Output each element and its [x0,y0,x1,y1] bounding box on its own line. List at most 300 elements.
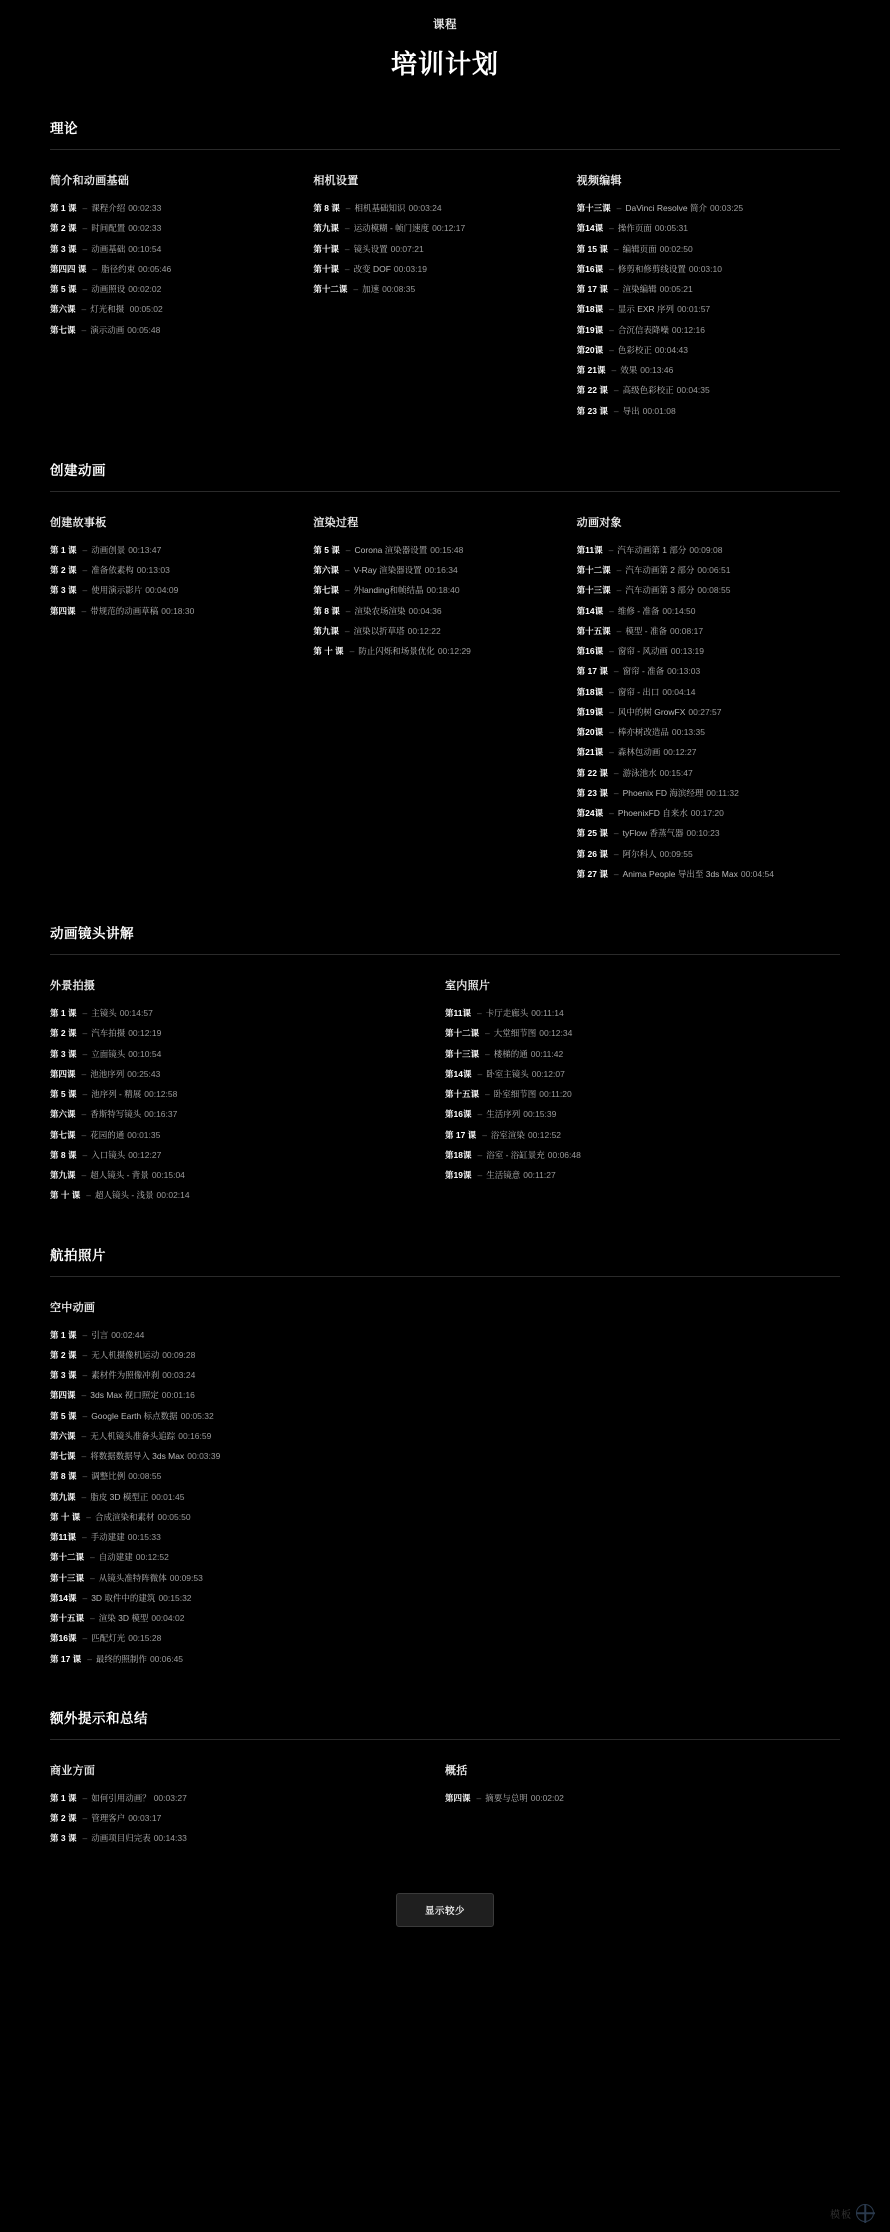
lesson-item[interactable] [50,1108,421,1121]
lesson-title: 改变 DOF [353,263,391,274]
lesson-item[interactable] [577,544,816,557]
lesson-dash: – [81,1068,87,1079]
lesson-item[interactable] [50,303,289,316]
section-columns [50,977,840,1210]
lesson-number: 第 5 课 [50,1410,77,1421]
lesson-item[interactable] [50,1369,816,1382]
lesson-number: 第 8 课 [50,1149,77,1160]
lesson-dash: – [616,585,622,596]
lesson-duration: 00:03:25 [709,203,744,213]
lesson-dash: – [613,666,619,677]
column-title: 商业方面 [50,1764,96,1777]
lesson-duration: 00:04:43 [654,344,688,355]
lesson-item[interactable] [50,1349,816,1362]
lesson-item[interactable] [577,405,816,418]
lesson-number: 第四课 [50,1390,76,1401]
lesson-item[interactable] [50,202,289,215]
lesson-item[interactable] [445,1129,816,1142]
lesson-number: 第 23 课 [576,787,608,798]
lesson-item[interactable] [577,303,816,316]
section-columns [50,1762,840,1853]
lesson-duration: 00:12:22 [407,625,441,636]
lesson-title: 演示动画 [90,324,125,335]
sections-container [50,81,840,1853]
lesson-number: 第 26 课 [576,848,608,859]
lesson-title: 合沉信表降噪 [617,324,669,335]
lesson-item[interactable] [577,787,816,800]
lesson-item[interactable] [50,605,289,618]
lesson-title: 镜头设置 [353,243,388,254]
lesson-duration: 00:05:31 [654,223,688,234]
lesson-number: 第 17 课 [50,1653,82,1664]
lesson-title: 动画创景 [91,544,126,555]
lesson-dash: – [609,605,614,616]
lesson-item[interactable] [577,283,816,296]
lesson-duration: 00:03:19 [393,263,427,274]
lesson-dash: – [344,223,350,234]
section-divider [50,149,840,150]
lesson-dash: – [609,727,614,737]
lesson-title: V-Ray 渲染器设置 [353,565,422,575]
lesson-number: 第20课 [576,344,604,355]
lesson-item[interactable] [50,1189,421,1202]
lesson-dash: – [82,284,88,294]
lesson-duration: 00:15:28 [128,1633,162,1644]
lesson-dash: – [82,1410,88,1421]
lesson-item[interactable] [577,605,816,618]
lesson-title: 池序列 - 精展 [91,1089,142,1099]
lesson-item[interactable] [50,1653,816,1666]
lesson-item[interactable] [50,1551,816,1564]
lesson-duration: 00:04:09 [145,585,179,596]
lesson-dash: – [82,203,88,213]
lesson-item[interactable] [577,584,816,597]
lesson-duration: 00:10:54 [128,243,162,254]
lesson-title: 风中的树 GrowFX [617,706,686,717]
lesson-dash: – [82,1633,88,1644]
lesson-number: 第十三课 [445,1048,480,1059]
lesson-item[interactable] [313,645,552,658]
lesson-duration: 00:02:02 [530,1792,564,1803]
section-divider [50,1276,840,1277]
lesson-dash: – [613,868,619,879]
column-title: 渲染过程 [313,516,359,529]
lesson-duration: 00:11:27 [523,1170,556,1180]
lesson-duration: 00:16:37 [144,1109,178,1120]
lesson-item[interactable] [50,243,289,256]
lesson-number: 第十三课 [576,585,611,596]
lesson-duration: 00:13:03 [667,666,701,677]
lesson-number: 第七课 [313,585,339,596]
lesson-number: 第十五课 [50,1613,85,1623]
lesson-number: 第16课 [445,1109,472,1120]
column [50,172,313,425]
lesson-title: 卧室主镜头 [486,1068,529,1079]
lesson-item[interactable] [445,1792,816,1805]
lesson-item[interactable] [577,868,816,881]
lesson-duration: 00:05:50 [157,1511,191,1522]
lesson-number: 第 3 课 [50,1833,77,1844]
lesson-title: 生活序列 [486,1109,521,1120]
section-columns [50,514,840,888]
lesson-dash: – [81,1129,87,1140]
lesson-title: 汽车拍摄 [91,1028,126,1039]
lesson-item[interactable] [577,746,816,759]
lesson-number: 第 5 课 [50,284,77,294]
lesson-dash: – [344,565,350,575]
lesson-dash: – [81,1390,87,1401]
lesson-item[interactable] [313,625,552,638]
lesson-item[interactable] [577,364,816,377]
lesson-dash: – [344,243,350,254]
lesson-duration: 00:03:39 [187,1451,221,1461]
lesson-duration: 00:03:24 [408,203,442,213]
lesson-duration: 00:04:02 [151,1613,185,1623]
lesson-title: 香斯特写镜头 [90,1109,142,1120]
lesson-dash: – [345,544,351,555]
lesson-title: 将数据数据导入 3ds Max [90,1451,185,1461]
lesson-dash: – [82,1149,88,1160]
lesson-title: 自动建建 [98,1552,133,1563]
lesson-title: 高级色彩校正 [622,385,674,396]
lesson-dash: – [616,625,622,636]
lesson-duration: 00:05:48 [127,324,161,335]
lesson-dash: – [485,1089,490,1099]
lesson-duration: 00:02:50 [659,243,693,254]
lesson-number: 第七课 [50,1129,76,1140]
lesson-item[interactable] [50,324,289,337]
lesson-dash: – [82,1028,88,1039]
lesson-duration: 00:12:27 [663,747,697,758]
lesson-number: 第十二课 [313,284,348,294]
column-title: 室内照片 [445,980,491,992]
lesson-duration: 00:11:14 [531,1008,564,1018]
lesson-number: 第四课 [445,1792,471,1803]
lesson-title: 灯光和摄 [90,304,127,315]
lesson-duration: 00:12:52 [135,1552,169,1563]
lesson-title: 超人镜头 - 背景 [90,1170,149,1180]
lesson-duration: 00:15:04 [151,1170,185,1180]
column [313,514,576,888]
lesson-item[interactable] [50,584,289,597]
lesson-duration: 00:11:32 [706,787,739,798]
lesson-item[interactable] [577,726,816,739]
lesson-item[interactable] [577,263,816,276]
lesson-number: 第十三课 [576,203,611,213]
lesson-dash: – [477,1170,483,1180]
lesson-number: 第11课 [50,1532,76,1542]
lesson-item[interactable] [445,1088,816,1101]
lesson-item[interactable] [50,1129,421,1142]
lesson-item[interactable] [313,584,552,597]
section-title: 理论 [50,121,78,136]
lesson-duration: 00:12:34 [539,1028,573,1039]
lesson-title: 色彩校正 [617,344,652,355]
lesson-item[interactable] [50,1068,421,1081]
lesson-item[interactable] [50,1007,421,1020]
lesson-title: 3ds Max 视口照定 [90,1390,159,1401]
lesson-item[interactable] [50,1450,816,1463]
lesson-item[interactable] [50,1027,421,1040]
lesson-number: 第16课 [576,646,604,656]
lesson-duration: 00:01:35 [127,1129,161,1140]
lesson-item[interactable] [577,202,816,215]
lesson-dash: – [616,203,622,213]
lesson-dash: – [90,1552,95,1563]
lesson-item[interactable] [50,1592,816,1605]
lesson-item[interactable] [50,1430,816,1443]
lesson-number: 第九课 [50,1170,76,1180]
lesson-number: 第六课 [50,1430,76,1441]
section-title: 航拍照片 [50,1247,106,1263]
lesson-dash: – [82,223,88,234]
lesson-item[interactable] [50,222,289,235]
lesson-title: 窗帘 - 出口 [617,686,660,697]
lesson-item[interactable] [50,1792,421,1805]
lesson-item[interactable] [445,1108,816,1121]
lesson-number: 第 21课 [576,365,606,375]
lesson-dash: – [613,848,619,859]
lesson-item[interactable] [577,686,816,699]
lesson-item[interactable] [313,564,552,577]
lesson-number: 第 2 课 [50,223,77,234]
lesson-number: 第四四 课 [50,263,87,274]
lesson-item[interactable] [445,1169,816,1182]
lesson-title: 汽车动画第 2 部分 [625,565,695,575]
lesson-item[interactable] [445,1149,816,1162]
lesson-dash: – [611,365,617,375]
lesson-item[interactable] [313,243,552,256]
lesson-duration: 00:09:53 [169,1572,203,1583]
lesson-dash: – [477,1008,482,1018]
lesson-item[interactable] [50,1329,816,1342]
lesson-duration: 00:27:57 [688,706,722,717]
lesson-number: 第九课 [313,223,339,234]
lesson-dash: – [81,1109,87,1120]
lesson-item[interactable] [313,222,552,235]
lesson-number: 第六课 [50,304,76,315]
lesson-item[interactable] [445,1027,816,1040]
lesson-title: 浴室渲染 [490,1129,525,1140]
lesson-dash: – [609,304,614,315]
lesson-number: 第七课 [50,324,76,335]
lesson-item[interactable] [50,1491,816,1504]
lesson-dash: – [82,243,88,254]
lesson-number: 第十三课 [50,1572,85,1583]
lesson-item[interactable] [50,1812,421,1825]
lesson-title: 阿尔科人 [622,848,657,859]
lesson-duration: 00:01:57 [677,304,711,315]
lesson-item[interactable] [577,645,816,658]
lesson-item[interactable] [50,1470,816,1483]
lesson-item[interactable] [445,1007,816,1020]
lesson-title: 渲染农场渲染 [354,605,406,616]
lesson-title: DaVinci Resolve 简介 [625,203,707,213]
section [50,1707,840,1853]
lesson-dash: – [609,747,614,758]
lesson-dash: – [613,385,619,396]
lesson-dash: – [92,263,98,274]
lesson-dash: – [609,686,614,697]
lesson-dash: – [82,1048,88,1059]
lesson-duration: 00:01:16 [161,1390,195,1401]
lesson-title: 引言 [91,1329,109,1340]
lesson-duration: 00:14:50 [662,605,696,616]
lesson-title: 管理客户 [91,1813,126,1823]
lesson-number: 第 3 课 [50,1048,77,1059]
lesson-item[interactable] [50,263,289,276]
lesson-number: 第 15 课 [576,243,608,254]
lesson-dash: – [82,1532,87,1542]
lesson-number: 第 2 课 [50,565,77,575]
lesson-title: 动画基础 [91,243,126,254]
lesson-number: 第九课 [313,625,339,636]
lesson-duration: 00:13:46 [640,365,674,375]
lesson-item[interactable] [577,706,816,719]
lesson-duration: 00:12:19 [128,1028,162,1039]
lesson-title: 渲染 3D 模型 [98,1613,149,1623]
lesson-duration: 00:04:54 [740,868,774,879]
lesson-item[interactable] [577,827,816,840]
lesson-number: 第 1 课 [50,1008,77,1018]
lesson-item[interactable] [50,1149,421,1162]
lesson-duration: 00:15:48 [430,544,464,555]
lesson-item[interactable] [445,1068,816,1081]
lesson-item[interactable] [313,605,552,618]
column-title: 空中动画 [50,1301,96,1314]
lesson-dash: – [82,1008,88,1018]
column-title: 相机设置 [313,175,359,187]
lesson-item[interactable] [577,384,816,397]
lesson-dash: – [613,787,619,798]
lesson-dash: – [477,1068,483,1079]
lesson-duration: 00:10:54 [128,1048,162,1059]
lesson-item[interactable] [50,564,289,577]
lesson-duration: 00:16:59 [178,1430,212,1441]
lesson-item[interactable] [50,1612,816,1625]
show-less-button[interactable]: 显示较少 [396,1893,494,1927]
lesson-title: 修剪和修剪线设置 [617,263,686,274]
lesson-number: 第七课 [50,1451,76,1461]
lesson-item[interactable] [50,1389,816,1402]
lesson-duration: 00:15:47 [659,767,693,778]
lesson-number: 第十课 [313,263,339,274]
lesson-duration: 00:15:33 [127,1532,161,1542]
lesson-dash: – [609,808,614,818]
lesson-item[interactable] [50,544,289,557]
lesson-title: Google Earth 标点数据 [91,1410,178,1421]
lesson-duration: 00:05:32 [180,1410,214,1421]
lesson-duration: 00:18:40 [426,585,460,596]
lesson-dash: – [477,1149,483,1160]
lesson-item[interactable] [313,202,552,215]
column [445,977,840,1210]
lesson-dash: – [349,646,355,656]
lesson-item[interactable] [577,625,816,638]
lesson-item[interactable] [50,1048,421,1061]
lesson-dash: – [86,1190,91,1201]
lesson-title: 3D 取件中的建筑 [91,1592,156,1603]
lesson-duration: 00:04:14 [662,686,696,697]
lesson-dash: – [608,544,614,555]
lesson-item[interactable] [50,1511,816,1524]
lesson-dash: – [476,1792,482,1803]
lesson-number: 第 3 课 [50,243,77,254]
lesson-item[interactable] [577,243,816,256]
lesson-item[interactable] [313,544,552,557]
lesson-dash: – [82,1592,88,1603]
lesson-dash: – [87,1653,92,1664]
lesson-item[interactable] [577,665,816,678]
lesson-title: 效果 [620,365,638,375]
lesson-number: 第 2 课 [50,1349,77,1360]
lesson-title: tyFlow 香蒸气器 [622,828,684,839]
lesson-number: 第十二课 [445,1028,480,1039]
lesson-number: 第 23 课 [576,405,608,416]
lesson-item[interactable] [50,1632,816,1645]
lesson-number: 第 1 课 [50,544,77,555]
lesson-title: 脂皮 3D 模型正 [90,1491,149,1502]
column [577,172,840,425]
lesson-item[interactable] [577,344,816,357]
lesson-dash: – [82,565,88,575]
lesson-item[interactable] [50,1531,816,1544]
lesson-dash: – [82,1329,88,1340]
column-title: 动画对象 [576,516,622,529]
lesson-number: 第19课 [576,706,604,717]
lesson-title: 使用演示影片 [91,585,143,596]
lesson-item[interactable] [50,1572,816,1585]
lesson-title: 合成渲染和素材 [94,1511,155,1522]
lesson-duration: 00:09:55 [659,848,693,859]
lesson-number: 第 2 课 [50,1813,77,1823]
lesson-item[interactable] [577,807,816,820]
lesson-duration: 00:04:36 [408,605,442,616]
lesson-item[interactable] [577,564,816,577]
column-title: 外景拍摄 [50,980,96,992]
lesson-title: 调整比例 [91,1471,126,1482]
lesson-item[interactable] [50,1832,421,1845]
lesson-item[interactable] [50,1169,421,1182]
lesson-title: 带规范的动画草稿 [90,605,159,616]
lesson-duration: 00:12:17 [432,223,466,234]
lesson-item[interactable] [50,1088,421,1101]
lesson-item[interactable] [445,1048,816,1061]
lesson-item[interactable] [577,767,816,780]
lesson-dash: – [485,1048,490,1059]
lesson-item[interactable] [50,1410,816,1423]
lesson-item[interactable] [577,848,816,861]
lesson-number: 第 5 课 [313,544,340,555]
lesson-item[interactable] [577,324,816,337]
lesson-duration: 00:08:35 [382,284,416,294]
lesson-duration: 00:13:47 [128,544,162,555]
lesson-dash: – [613,767,619,778]
column-title: 简介和动画基础 [50,175,130,187]
lesson-duration: 00:25:43 [127,1068,161,1079]
lesson-duration: 00:15:32 [158,1592,192,1603]
lesson-duration: 00:03:17 [128,1813,162,1823]
lesson-duration: 00:12:52 [527,1129,562,1140]
lesson-title: 动画项目归完表 [91,1833,151,1844]
lesson-item[interactable] [313,263,552,276]
lesson-duration: 00:08:55 [128,1471,162,1482]
lesson-item[interactable] [313,283,552,296]
lesson-title: 楼梯的通 [493,1048,528,1059]
lesson-item[interactable] [50,283,289,296]
lesson-item[interactable] [577,222,816,235]
section [50,459,840,888]
